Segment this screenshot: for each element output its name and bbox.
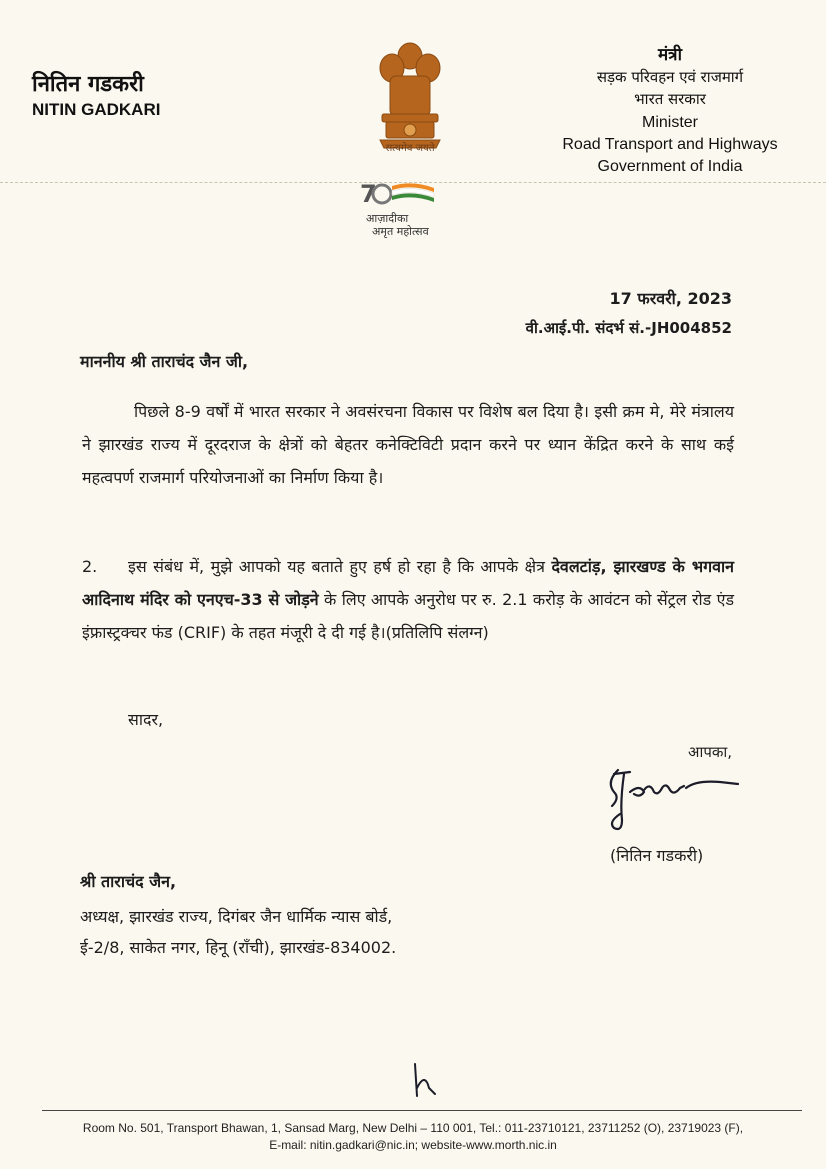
closing: सादर,	[128, 710, 164, 729]
signature-icon	[600, 762, 750, 837]
salutation: माननीय श्री ताराचंद जैन जी,	[80, 352, 249, 371]
minister-title-block	[555, 44, 785, 178]
ministry-hindi: सड़क परिवहन एवं राजमार्ग	[596, 68, 744, 86]
addressee-designation: अध्यक्ष, झारखंड राज्य, दिगंबर जैन धार्मिक न्यास बोर्ड,	[80, 907, 393, 926]
svg-text:7: 7	[360, 180, 377, 208]
govt-hindi: भारत सरकार	[634, 90, 706, 108]
emblem-motto: सत्यमेव जयते	[385, 143, 435, 154]
footer-divider	[42, 1110, 802, 1111]
paragraph-2-bold: देवलटांड़, झारखण्ड के भगवान आदिनाथ मंदिर को एनएच-33 से जोड़ने	[82, 557, 734, 609]
title-hindi: मंत्री	[658, 45, 682, 65]
name-hindi: नितिन गडकरी	[32, 72, 144, 97]
addressee-address: ई-2/8, साकेत नगर, हिनू (राँची), झारखंड-834002.	[80, 938, 397, 957]
azadi-line1: आज़ादीका	[366, 212, 409, 225]
footer-contact: E-mail: nitin.gadkari@nic.in; website-www.morth.nic.in	[269, 1138, 557, 1152]
paragraph-1-text: पिछले 8-9 वर्षों में भारत सरकार ने अवसंरचना विकास पर विशेष बल दिया है। इसी क्रम मे, मेरे मंत्रालय ने झारखंड राज्य में दूरदराज के क्षेत्रों को बेहतर कनेक्टिविटी प्रदान करने पर ध्यान केंद्रित करने के साथ कई महत्वपर्ण राजमार्ग परियोजनाओं का निर्माण किया है।	[82, 402, 734, 487]
header-divider	[0, 182, 826, 183]
reference-number: वी.आई.पी. संदर्भ सं.-JH004852	[525, 319, 732, 337]
paragraph-2	[82, 550, 734, 649]
title-english: Minister	[641, 114, 698, 131]
addressee-name: श्री ताराचंद जैन,	[80, 872, 177, 891]
paragraph-2-end: के लिए आपके अनुरोध पर रु. 2.1 करोड़ के आवंटन को सेंट्रल रोड एंड इंफ्रास्ट्रक्चर फंड (CRIF) के तहत मंजूरी दे दी गई है।(प्रतिलिपि संलग्न)	[82, 590, 735, 642]
footer	[30, 1120, 796, 1154]
azadi-logo	[352, 178, 462, 238]
azadi-line2: अमृत महोत्सव	[372, 225, 429, 238]
paragraph-2-start: इस संबंध में, मुझे आपको यह बताते हुए हर्ष हो रहा है कि आपके क्षेत्र	[128, 557, 545, 576]
ministry-english: Road Transport and Highways	[562, 136, 778, 153]
paragraph-2-number: 2.	[82, 557, 98, 576]
signatory-name: (नितिन गडकरी)	[610, 846, 704, 865]
letter-date: 17 फरवरी, 2023	[609, 289, 732, 308]
yours: आपका,	[688, 743, 733, 761]
paragraph-1	[82, 395, 734, 494]
initial-mark-icon	[405, 1058, 445, 1103]
govt-english: Government of India	[597, 158, 743, 175]
footer-address: Room No. 501, Transport Bhawan, 1, Sansad Marg, New Delhi – 110 001, Tel.: 011-23710121, 23711252 (O), 23719023 (F),	[82, 1121, 744, 1135]
name-english: NITIN GADKARI	[32, 100, 161, 119]
